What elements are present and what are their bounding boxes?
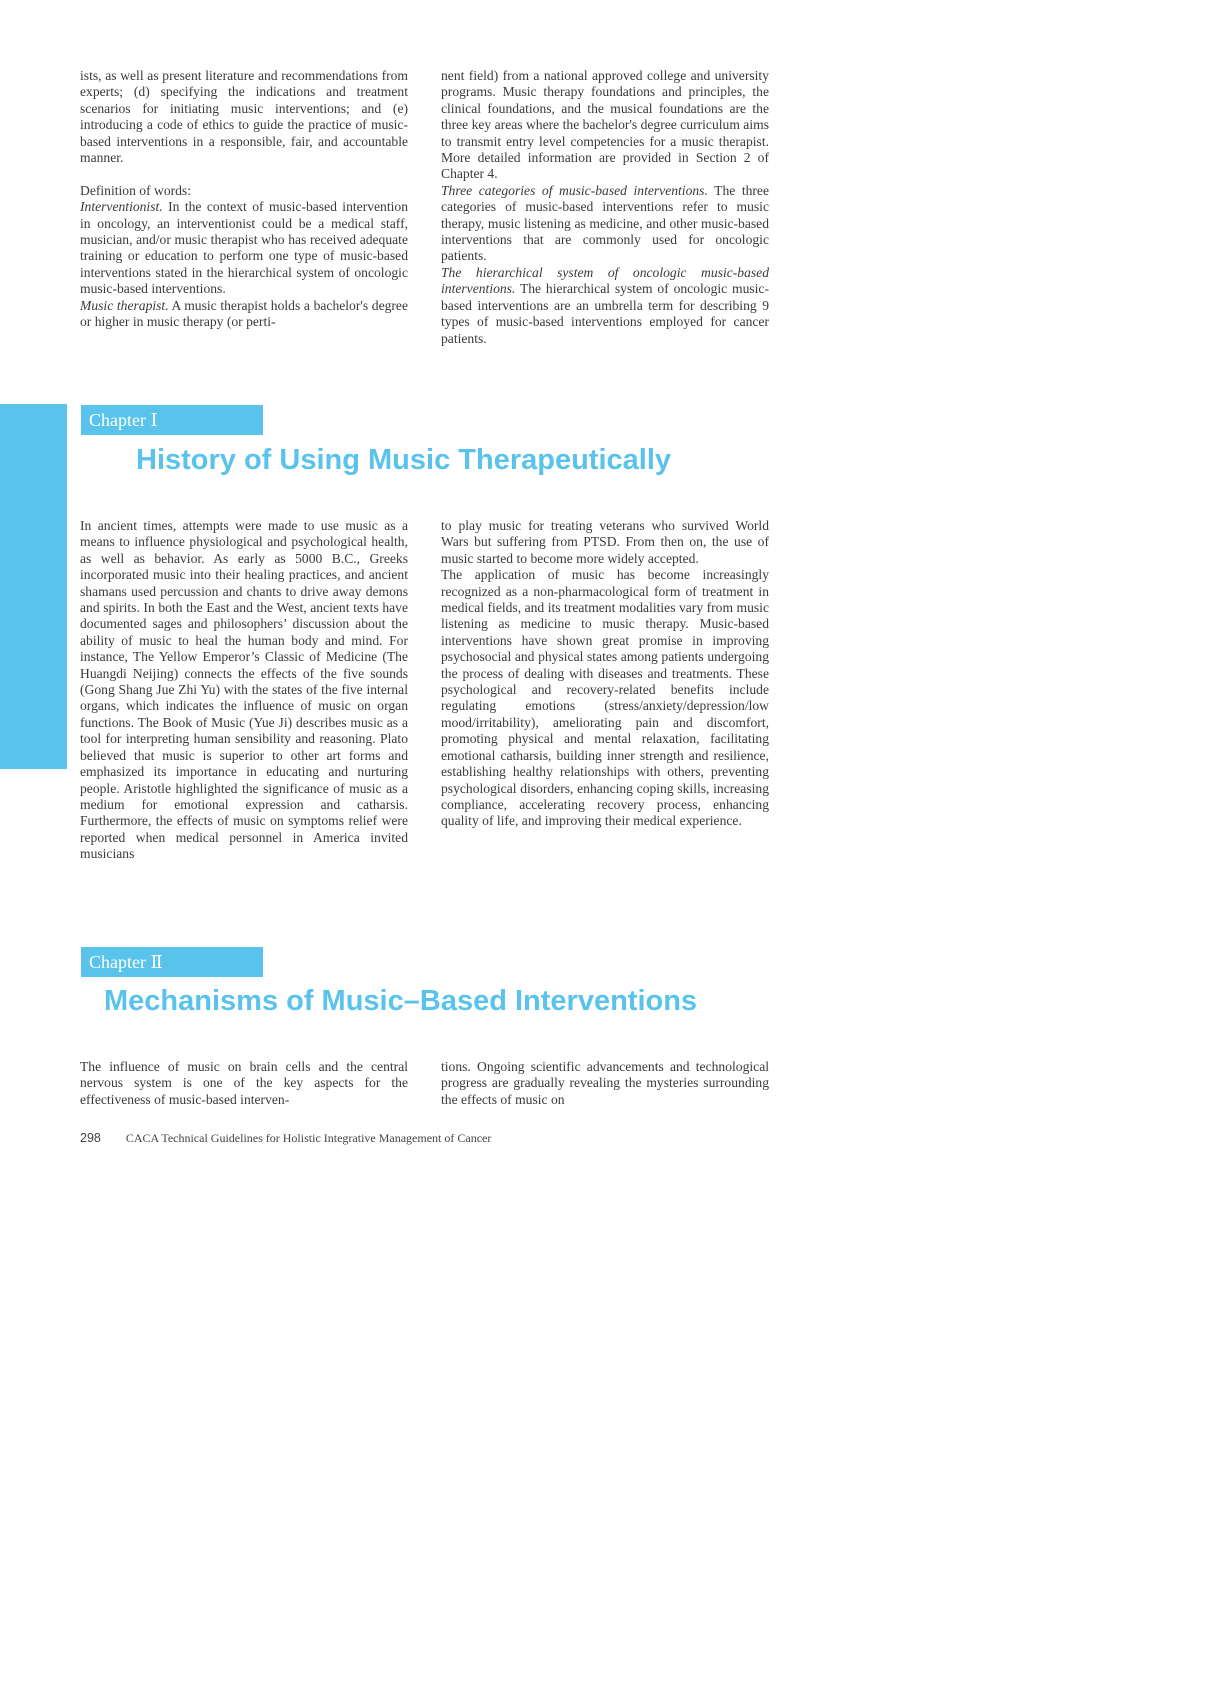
top-left-column — [80, 68, 408, 330]
term-text: The three categories of music-based interventions refer to music therapy, music listening as medicine, and other music-based interventions that are commonly used for oncologic patients. — [441, 182, 769, 264]
chapter-1-right-column — [441, 518, 769, 830]
definition-heading: Definition of words: — [80, 182, 192, 198]
chapter-2-right-column — [441, 1059, 769, 1108]
paragraph: to play music for treating veterans who survived World Wars but suffering from PTSD. From then on, the use of music started to become more widely accepted. — [441, 518, 769, 566]
book-title: CACA Technical Guidelines for Holistic Integrative Management of Cancer — [125, 1131, 492, 1145]
chapter-2-left-column — [80, 1059, 408, 1108]
paragraph: nent field) from a national approved college and university programs. Music therapy foundations and principles, the clinical foundations, and the musical foundations are the three key areas where the bachelor's degree curriculum aims to transmit entry level competencies for a music therapist. More detailed information are provided in Section 2 of Chapter 4. — [441, 68, 769, 182]
definition-three-categories — [441, 183, 769, 265]
definition-music-therapist — [80, 298, 408, 331]
chapter-2-title: Mechanisms of Music–Based Interventions — [104, 985, 698, 1017]
paragraph: In ancient times, attempts were made to use music as a means to influence physiological and psychological health, as well as behavior. As early as 5000 B.C., Greeks incorporated music into their healing practices, and ancient shamans used percussion and chants to drive away demons and spirits. In both the East and the West, ancient texts have documented sages and philosophers’ discussion about the ability of music to heal the human body and mind. For instance, The Yellow Emperor’s Classic of Medicine (The Huangdi Neijing) connects the effects of the five sounds (Gong Shang Jue Zhi Yu) with the states of the five internal organs, which indicates the influence of music on organ functions. The Book of Music (Yue Ji) describes music as a tool for interpreting human sensibility and reasoning. Plato believed that music is superior to other art forms and emphasized its importance in educating and nurturing people. Aristotle highlighted the significance of music as a medium for emotional expression and catharsis. Furthermore, the effects of music on symptoms relief were reported when medical personnel in America invited musicians — [80, 518, 408, 862]
definition-interventionist — [80, 199, 408, 297]
chapter-1-left-column — [80, 518, 408, 863]
definition-hierarchical-system — [441, 265, 769, 347]
paragraph: ists, as well as present literature and recommendations from experts; (d) specifying the indications and treatment scenarios for initiating music interventions; and (e) introducing a code of ethics to guide the practice of music-based interventions in a responsible, fair, and accountable manner. — [80, 68, 408, 166]
chapter-2-label: Chapter Ⅱ — [81, 947, 263, 977]
side-tab — [0, 404, 67, 1122]
term: Music therapist. — [80, 297, 169, 313]
term: The hierarchical system of oncologic music-based interventions. — [441, 264, 769, 297]
chapter-1-label: Chapter Ⅰ — [81, 405, 263, 435]
paragraph: tions. Ongoing scientific advancements and technological progress are gradually revealing the mysteries surrounding the effects of music on — [441, 1059, 769, 1107]
paragraph: The application of music has become increasingly recognized as a non-pharmacological form of treatment in medical fields, and its treatment modalities vary from music listening as medicine to music therapy. Music-based interventions have shown great promise in improving psychosocial and physical states among patients undergoing the process of dealing with diseases and treatments. These psychological and recovery-related benefits include regulating emotions (stress/anxiety/depression/low mood/irritability), ameliorating pain and discomfort, promoting physical and mental relaxation, facilitating emotional catharsis, building inner strength and resilience, establishing healthy relationships with others, preventing psychological disorders, enhancing coping skills, increasing compliance, accelerating recovery process, enhancing quality of life, and improving their medical experience. — [441, 567, 769, 829]
page-footer — [80, 1131, 491, 1146]
top-right-column — [441, 68, 769, 347]
term-text: A music therapist holds a bachelor's degree or higher in music therapy (or perti- — [80, 297, 408, 330]
side-tab-label: Music-Based Interventions in Oncology — [24, 858, 41, 1122]
chapter-1-title: History of Using Music Therapeutically — [136, 444, 671, 476]
page-number: 298 — [80, 1131, 101, 1145]
term-text: The hierarchical system of oncologic music-based interventions are an umbrella term for describing 9 types of music-based interventions employed for cancer patients. — [441, 281, 769, 346]
term: Three categories of music-based interventions. — [441, 182, 708, 198]
term-text: In the context of music-based intervention in oncology, an interventionist could be a medical staff, musician, and/or music therapist who has received adequate training or education to perform one type of music-based interventions stated in the hierarchical system of oncologic music-based interventions. — [80, 199, 408, 297]
paragraph: The influence of music on brain cells and the central nervous system is one of the key aspects for the effectiveness of music-based interven- — [80, 1059, 408, 1107]
term: Interventionist. — [80, 199, 163, 215]
